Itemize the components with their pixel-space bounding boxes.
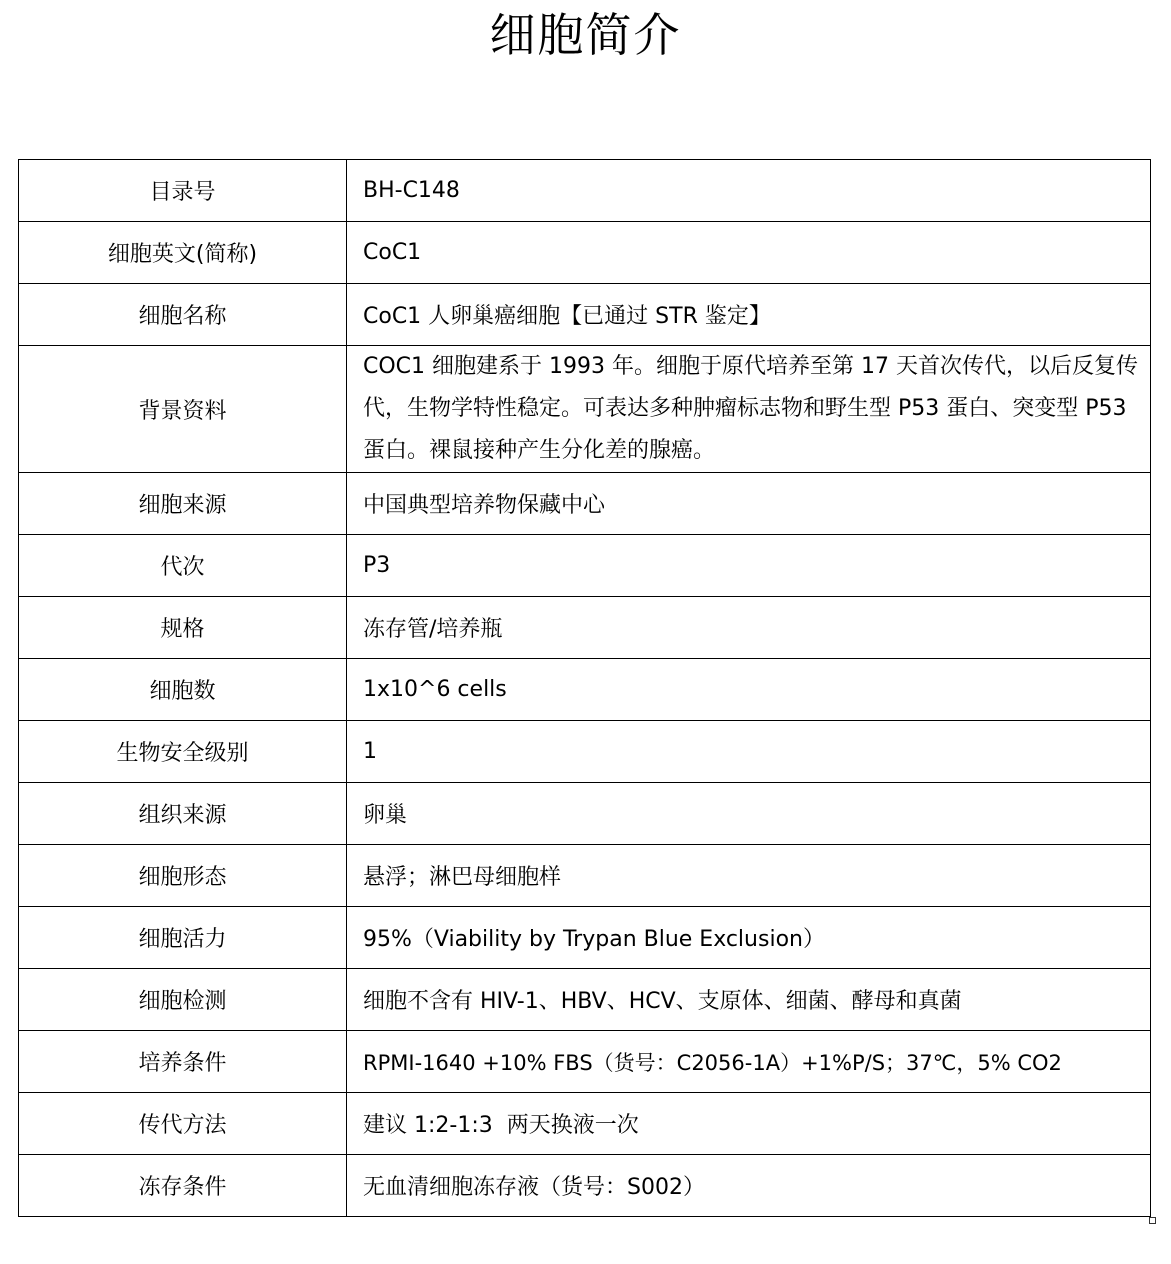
table-row-specification	[19, 597, 1151, 659]
table-row-testing	[19, 969, 1151, 1031]
row-value: P3	[347, 535, 1151, 597]
row-value: 悬浮；淋巴母细胞样	[347, 845, 1151, 907]
table-row-viability	[19, 907, 1151, 969]
row-value: CoC1 人卵巢癌细胞【已通过 STR 鉴定】	[347, 284, 1151, 346]
row-label: 规格	[19, 597, 347, 659]
row-label: 冻存条件	[19, 1155, 347, 1217]
row-label: 传代方法	[19, 1093, 347, 1155]
row-value: 中国典型培养物保藏中心	[347, 473, 1151, 535]
row-label: 细胞英文(简称)	[19, 222, 347, 284]
row-label: 代次	[19, 535, 347, 597]
row-label: 背景资料	[19, 346, 347, 473]
row-value: 1	[347, 721, 1151, 783]
row-label: 目录号	[19, 160, 347, 222]
table-row-passage-method	[19, 1093, 1151, 1155]
table-row-catalog-number	[19, 160, 1151, 222]
table-row-passage	[19, 535, 1151, 597]
page-title: 细胞简介	[489, 8, 682, 62]
table-resize-handle[interactable]	[1149, 1217, 1156, 1224]
table-row-cell-count	[19, 659, 1151, 721]
row-value: COC1 细胞建系于 1993 年。细胞于原代培养至第 17 天首次传代，以后反复传代，生物学特性稳定。可表达多种肿瘤标志物和野生型 P53 蛋白、突变型 P53 蛋白。裸鼠接种产生分化差的腺癌。	[347, 346, 1151, 473]
row-value: 95%（Viability by Trypan Blue Exclusion）	[347, 907, 1151, 969]
table-row-source	[19, 473, 1151, 535]
row-label: 细胞检测	[19, 969, 347, 1031]
row-value: 1x10^6 cells	[347, 659, 1151, 721]
row-value: BH-C148	[347, 160, 1151, 222]
row-label: 细胞来源	[19, 473, 347, 535]
table-row-tissue-source	[19, 783, 1151, 845]
row-label: 细胞活力	[19, 907, 347, 969]
row-label: 培养条件	[19, 1031, 347, 1093]
table-row-morphology	[19, 845, 1151, 907]
table-row-background	[19, 346, 1151, 473]
row-label: 生物安全级别	[19, 721, 347, 783]
row-value: 建议 1:2-1:3 两天换液一次	[347, 1093, 1151, 1155]
table-row-freezing-conditions	[19, 1155, 1151, 1217]
table-row-english-abbr	[19, 222, 1151, 284]
table-row-biosafety-level	[19, 721, 1151, 783]
table-row-cell-name	[19, 284, 1151, 346]
row-value: 冻存管/培养瓶	[347, 597, 1151, 659]
row-label: 细胞名称	[19, 284, 347, 346]
cell-info-table	[18, 159, 1151, 1217]
row-label: 组织来源	[19, 783, 347, 845]
row-label: 细胞形态	[19, 845, 347, 907]
row-value: 卵巢	[347, 783, 1151, 845]
row-value: RPMI-1640 +10% FBS（货号：C2056-1A）+1%P/S；37℃，5% CO2	[347, 1031, 1151, 1093]
row-value: CoC1	[347, 222, 1151, 284]
row-label: 细胞数	[19, 659, 347, 721]
row-value: 无血清细胞冻存液（货号：S002）	[347, 1155, 1151, 1217]
table-row-culture-conditions	[19, 1031, 1151, 1093]
row-value: 细胞不含有 HIV-1、HBV、HCV、支原体、细菌、酵母和真菌	[347, 969, 1151, 1031]
